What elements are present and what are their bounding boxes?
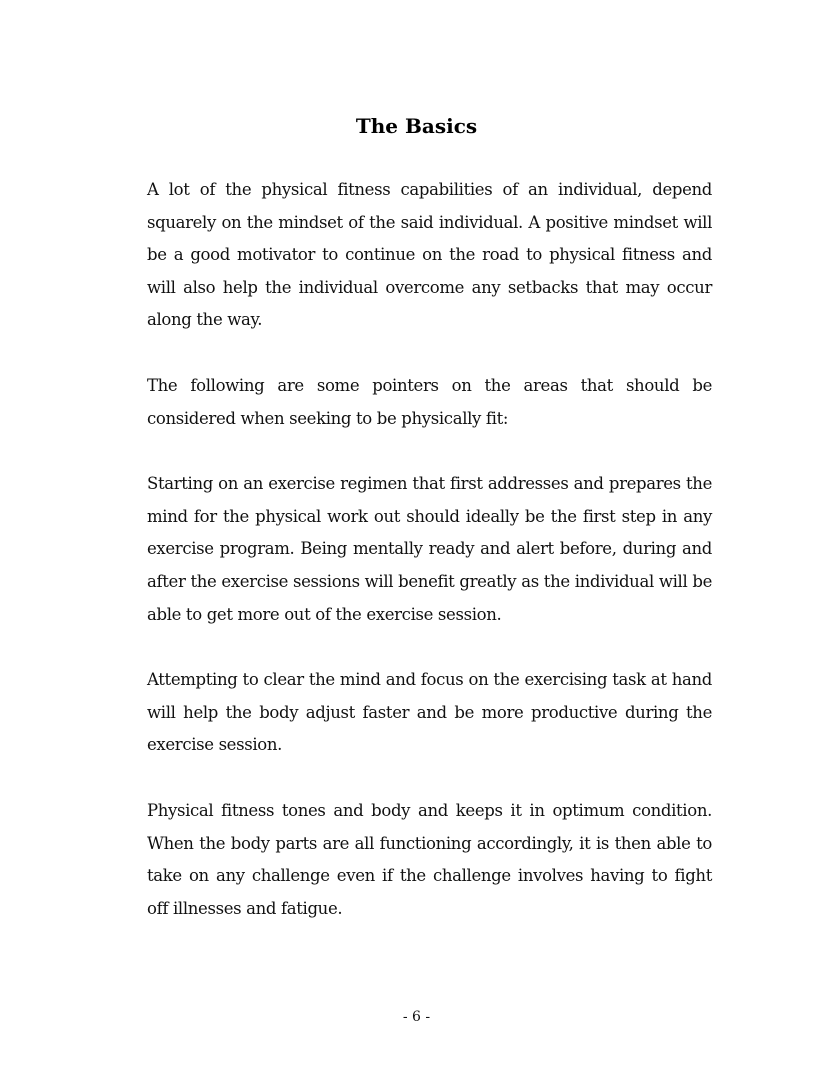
paragraph-pointers-intro: The following are some pointers on the areas that should be considered when seeking to be physically fit: — [147, 375, 712, 428]
paragraph-fitness-tones: Physical fitness tones and body and keeps it in optimum condition. When the body parts are all functioning accordingly, it is then able to take on any challenge even if the challenge involves having to fight off illnesses and fatigue. — [147, 800, 712, 918]
page-number: - 6 - — [402, 1009, 431, 1025]
paragraph-exercise-regimen: Starting on an exercise regimen that first addresses and prepares the mind for the physical work out should ideally be the first step in any exercise program. Being mentally ready and alert before, during and after the exercise sessions will benefit greatly as the individual will be able to get more out of the exercise session. — [147, 474, 712, 624]
page-title: The Basics — [355, 114, 478, 138]
body-text — [147, 174, 712, 958]
paragraph-clear-mind: Attempting to clear the mind and focus on the exercising task at hand will help the body adjust faster and be more productive during the exercise session. — [147, 670, 712, 755]
paragraph-mindset: A lot of the physical fitness capabilities of an individual, depend squarely on the mindset of the said individual. A positive mindset will be a good motivator to continue on the road to physical fitness and will also help the individual overcome any setbacks that may occur along the way. — [147, 180, 712, 330]
